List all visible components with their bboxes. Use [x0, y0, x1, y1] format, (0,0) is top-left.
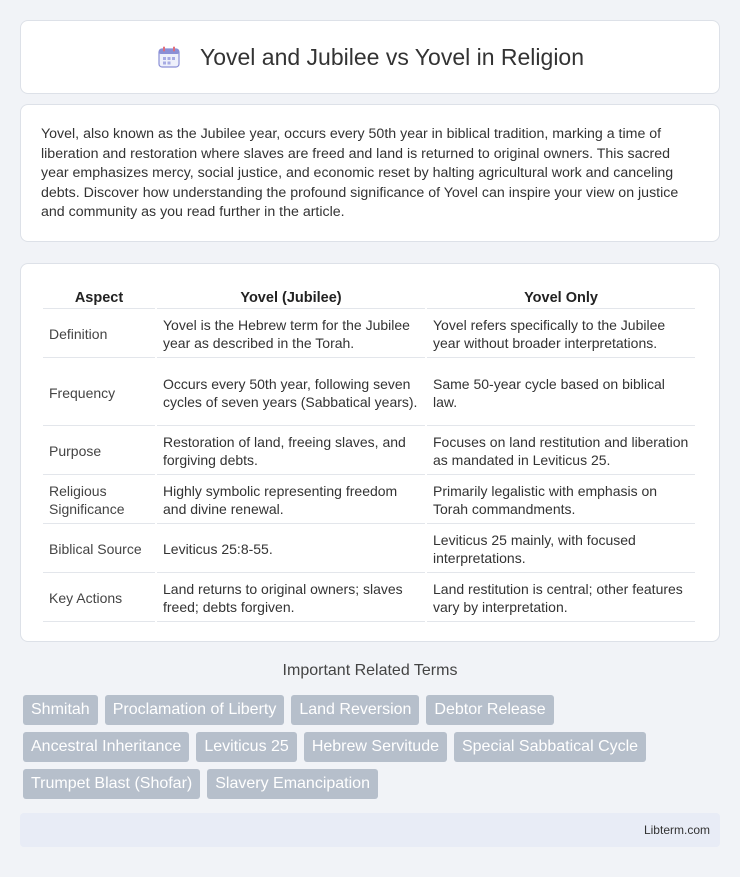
- table-cell: Land returns to original owners; slaves freed; debts forgiven.: [157, 575, 425, 622]
- comparison-table: [41, 286, 697, 624]
- related-terms-title: Important Related Terms: [282, 662, 458, 679]
- table-row: [43, 526, 695, 573]
- table-cell-aspect: Purpose: [43, 428, 155, 475]
- related-terms-list: [23, 695, 683, 806]
- page-title: Yovel and Jubilee vs Yovel in Religion: [199, 43, 585, 70]
- table-row: [43, 360, 695, 426]
- table-row: [43, 477, 695, 524]
- table-row: [43, 311, 695, 358]
- table-header-row: [43, 288, 695, 309]
- table-cell: Leviticus 25 mainly, with focused interpretations.: [427, 526, 695, 573]
- footer: [20, 813, 720, 847]
- column-header-yovel-jubilee: Yovel (Jubilee): [157, 288, 425, 309]
- tag-row: [23, 695, 683, 725]
- tag-proclamation-of-liberty[interactable]: Proclamation of Liberty: [105, 695, 285, 725]
- table-row: [43, 428, 695, 475]
- table-cell: Restoration of land, freeing slaves, and forgiving debts.: [157, 428, 425, 475]
- table-cell: Focuses on land restitution and liberation as mandated in Leviticus 25.: [427, 428, 695, 475]
- tag-special-sabbatical-cycle[interactable]: Special Sabbatical Cycle: [454, 732, 646, 762]
- table-cell: Same 50-year cycle based on biblical law.: [427, 360, 695, 426]
- table-cell: Leviticus 25:8-55.: [157, 526, 425, 573]
- tag-leviticus-25[interactable]: Leviticus 25: [196, 732, 297, 762]
- table-cell: Highly symbolic representing freedom and divine renewal.: [157, 477, 425, 524]
- tag-shmitah[interactable]: Shmitah: [23, 695, 98, 725]
- table-cell: Primarily legalistic with emphasis on Torah commandments.: [427, 477, 695, 524]
- table-cell: Land restitution is central; other features vary by interpretation.: [427, 575, 695, 622]
- table-cell: Occurs every 50th year, following seven cycles of seven years (Sabbatical years).: [157, 360, 425, 426]
- column-header-aspect: Aspect: [43, 288, 155, 309]
- tag-land-reversion[interactable]: Land Reversion: [291, 695, 419, 725]
- title-card: [20, 20, 720, 94]
- footer-site-link[interactable]: Libterm.com: [643, 823, 710, 837]
- table-cell-aspect: Religious Significance: [43, 477, 155, 524]
- calendar-icon: [156, 44, 182, 70]
- tag-ancestral-inheritance[interactable]: Ancestral Inheritance: [23, 732, 189, 762]
- tag-trumpet-blast[interactable]: Trumpet Blast (Shofar): [23, 769, 200, 799]
- table-cell-aspect: Definition: [43, 311, 155, 358]
- table-cell-aspect: Frequency: [43, 360, 155, 426]
- intro-text: Yovel, also known as the Jubilee year, occurs every 50th year in biblical tradition, marking a time of liberation and restoration where slaves are freed and land is returned to original owners. This sacred year emphasizes mercy, social justice, and economic reset by halting agricultural work and canceling debts. Discover how understanding the profound significance of Yovel can inspire your view on justice and community as you read further in the article.: [41, 126, 679, 221]
- tag-row: [23, 732, 683, 762]
- column-header-yovel-only: Yovel Only: [427, 288, 695, 309]
- tag-slavery-emancipation[interactable]: Slavery Emancipation: [207, 769, 378, 799]
- table-cell-aspect: Biblical Source: [43, 526, 155, 573]
- table-cell: Yovel refers specifically to the Jubilee year without broader interpretations.: [427, 311, 695, 358]
- tag-row: [23, 769, 683, 799]
- table-cell: Yovel is the Hebrew term for the Jubilee year as described in the Torah.: [157, 311, 425, 358]
- tag-hebrew-servitude[interactable]: Hebrew Servitude: [304, 732, 447, 762]
- intro-card: [20, 104, 720, 242]
- tag-debtor-release[interactable]: Debtor Release: [426, 695, 553, 725]
- table-row: [43, 575, 695, 622]
- table-cell-aspect: Key Actions: [43, 575, 155, 622]
- comparison-card: [20, 263, 720, 642]
